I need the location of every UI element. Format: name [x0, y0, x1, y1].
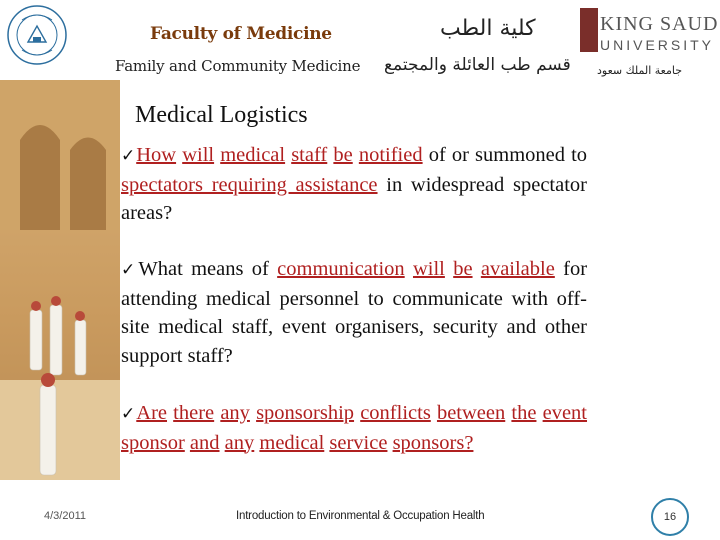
bullet-text — [473, 258, 481, 280]
underlined-term: sponsor — [121, 431, 185, 454]
underlined-term: notified — [358, 144, 423, 166]
bullet-3 — [121, 399, 587, 457]
underlined-term: communication — [277, 258, 405, 280]
bullet-text: of or summoned to — [422, 144, 588, 166]
checkmark-icon: ✓ — [121, 404, 137, 424]
underlined-term: Are — [136, 402, 168, 424]
underlined-term: any — [220, 402, 250, 424]
underlined-term: sponsorship — [256, 402, 355, 424]
underlined-term: be — [453, 258, 473, 280]
page-number: 16 — [663, 511, 677, 523]
bullet-text — [445, 258, 453, 280]
underlined-term: service — [329, 431, 388, 454]
footer-date: 4/3/2011 — [44, 510, 87, 522]
bullet-text: in widespread spectator areas? — [121, 173, 587, 224]
faculty-name-arabic: كلية الطب — [440, 16, 536, 41]
department-name-arabic: قسم طب العائلة والمجتمع — [384, 55, 571, 75]
underlined-term: medical — [220, 144, 286, 166]
underlined-term: available — [480, 258, 555, 280]
campus-photo — [0, 80, 120, 480]
faculty-name: Faculty of Medicine — [150, 24, 332, 44]
underlined-term: any — [224, 431, 255, 454]
logo-line1: KING SAUD — [600, 13, 718, 35]
logo-line2: UNIVERSITY — [600, 37, 715, 53]
checkmark-icon: ✓ — [121, 260, 139, 280]
underlined-term: sponsors? — [392, 431, 474, 454]
underlined-term: conflicts — [360, 402, 431, 424]
underlined-term: between — [436, 402, 506, 424]
underlined-term: spectators requiring assistance — [121, 173, 378, 196]
underlined-term: there — [173, 402, 215, 424]
underlined-term: the — [511, 402, 537, 424]
underlined-term: staff — [291, 144, 328, 166]
underlined-term: will — [412, 258, 445, 280]
department-name: Family and Community Medicine — [115, 57, 361, 75]
slide-title: Medical Logistics — [135, 102, 308, 128]
underlined-term: will — [182, 144, 215, 166]
bullet-text — [405, 258, 413, 280]
bullet-1 — [121, 141, 587, 228]
bullet-2 — [121, 255, 587, 370]
university-seal-icon — [6, 4, 68, 66]
underlined-term: event — [542, 402, 588, 424]
underlined-term: medical — [259, 431, 325, 454]
king-saud-university-logo — [580, 6, 718, 56]
university-name-arabic: جامعة الملك سعود — [597, 64, 683, 77]
bullet-text: for attending medical personnel to communicate with off-site medical staff, event organisers, security and other support staff? — [121, 258, 588, 367]
underlined-term: How — [136, 144, 177, 166]
underlined-term: and — [189, 431, 220, 454]
underlined-term: be — [333, 144, 353, 166]
page-number-badge — [651, 498, 689, 536]
footer-course-title: Introduction to Environmental & Occupation Health — [236, 510, 485, 522]
bullet-text: What means of — [138, 258, 278, 280]
checkmark-icon: ✓ — [121, 146, 137, 166]
